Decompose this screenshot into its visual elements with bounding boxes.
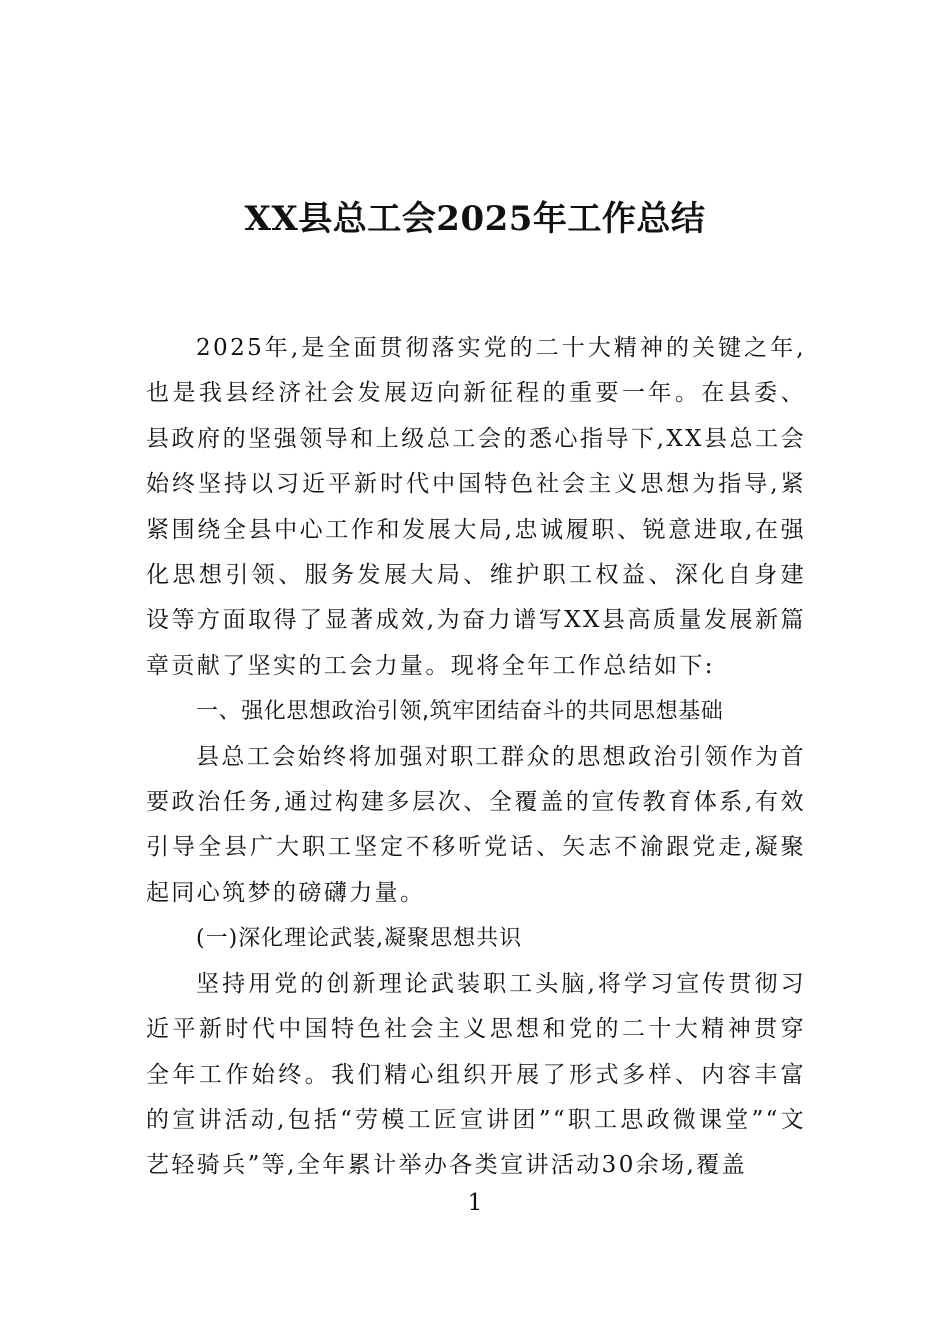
subsection-paragraph: 坚持用党的创新理论武装职工头脑,将学习宣传贯彻习近平新时代中国特色社会主义思想和党的二十大精神贯穿全年工作始终。我们精心组织开展了形式多样、内容丰富的宣讲活动,包括“劳模工匠宣讲团”“职工思政微课堂”“文艺轻骑兵”等,全年累计举办各类宣讲活动30余场,覆盖: [146, 970, 806, 1179]
document-title: XX县总工会2025年工作总结: [244, 199, 706, 239]
section-paragraph: 县总工会始终将加强对职工群众的思想政治引领作为首要政治任务,通过构建多层次、全覆盖的宣传教育体系,有效引导全县广大职工坚定不移听党话、矢志不渝跟党走,凝聚起同心筑梦的磅礴力量。: [146, 743, 806, 906]
page-number: 1: [467, 1190, 483, 1216]
document-body: [146, 326, 806, 1189]
subsection-heading: (一)深化理论武装,凝聚思想共识: [196, 926, 523, 952]
section-heading: 一、强化思想政治引领,筑牢团结奋斗的共同思想基础: [196, 699, 724, 725]
intro-paragraph: 2025年,是全面贯彻落实党的二十大精神的关键之年,也是我县经济社会发展迈向新征程的重要一年。在县委、县政府的坚强领导和上级总工会的悉心指导下,XX县总工会始终坚持以习近平新时代中国特色社会主义思想为指导,紧紧围绕全县中心工作和发展大局,忠诚履职、锐意进取,在强化思想引领、服务发展大局、维护职工权益、深化自身建设等方面取得了显著成效,为奋力谱写XX县高质量发展新篇章贡献了坚实的工会力量。现将全年工作总结如下:: [146, 335, 806, 679]
